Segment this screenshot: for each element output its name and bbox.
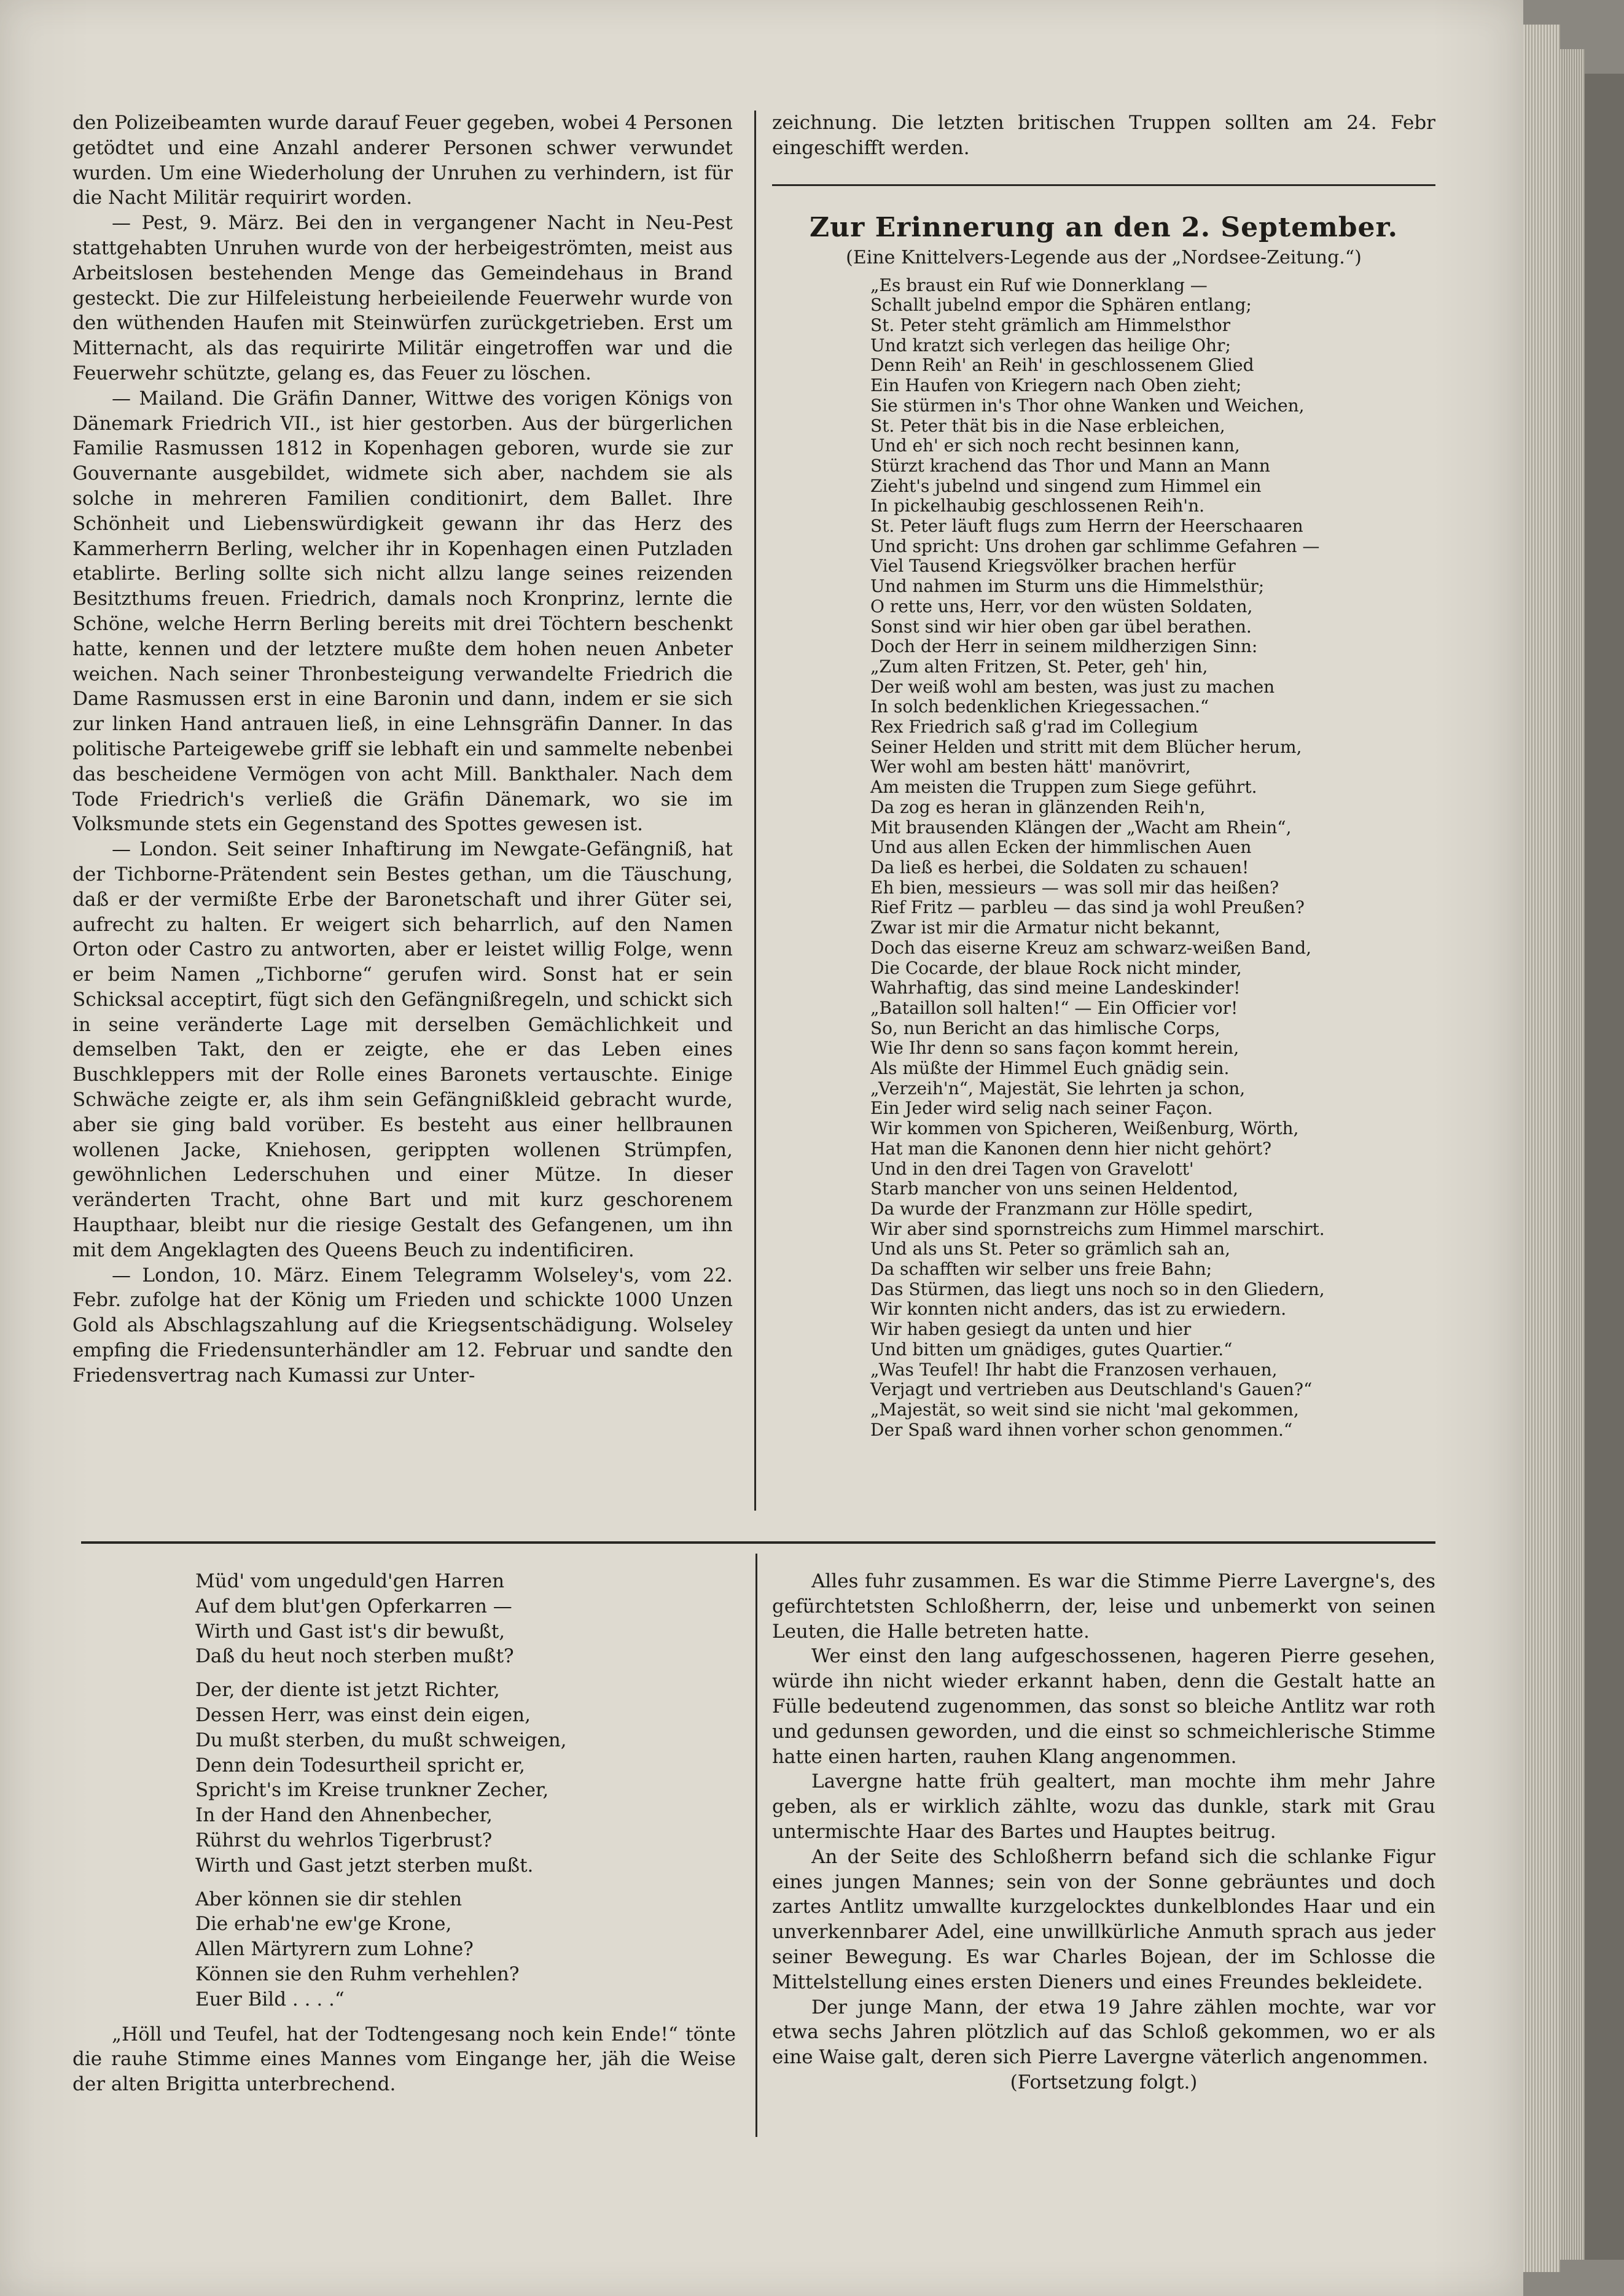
story-paragraph: An der Seite des Schloßherrn befand sich die schlanke Figur eines jungen Mannes; sein von der Sonne gebräuntes und doch zartes Antlitz umwallte kurzgelocktes dunkelblondes Haar und ein unverkennbarer Adel, eine unwillkürliche Anmuth sprach aus jeder seiner Bewegung. Es war Charles Bojean, der im Schlosse die Mittelstellung eines ersten Dieners und eines Freundes bekleidete. (772, 1845, 1435, 1993)
poem-line: Zieht's jubelnd und singend zum Himmel ein (870, 475, 1262, 496)
poem-line: „Majestät, so weit sind sie nicht 'mal gekommen, (870, 1399, 1299, 1420)
song-line: Der, der diente ist jetzt Richter, (195, 1679, 500, 1702)
book-spine (1585, 74, 1624, 2260)
poem-line: So, nun Bericht an das himlische Corps, (870, 1018, 1220, 1038)
poem-line: In solch bedenklichen Kriegessachen.“ (870, 696, 1209, 717)
poem-line: Rief Fritz — parbleu — das sind ja wohl Preußen? (870, 897, 1305, 918)
poem-line: Wir aber sind spornstreichs zum Himmel marschirt. (870, 1218, 1325, 1239)
poem-line: „Verzeih'n“, Majestät, Sie lehrten ja schon, (870, 1078, 1246, 1099)
poem-line: Da wurde der Franzmann zur Hölle spedirt, (870, 1198, 1254, 1219)
right-bottom-column (772, 1569, 1435, 2095)
poem-line: Und als uns St. Peter so grämlich sah an, (870, 1239, 1231, 1259)
column-divider-top (754, 111, 756, 1511)
song-line: Dessen Herr, was einst dein eigen, (195, 1703, 531, 1726)
poem-line: O rette uns, Herr, vor den wüsten Soldaten, (870, 596, 1253, 617)
poem-line: Wir konnten nicht anders, das ist zu erwiedern. (870, 1299, 1287, 1320)
poem-line: Und eh' er sich noch recht besinnen kann, (870, 435, 1240, 456)
stanza-gap (195, 1669, 736, 1678)
stanza-gap (195, 1878, 736, 1887)
poem-line: Rex Friedrich saß g'rad im Collegium (870, 717, 1198, 737)
poem-line: „Bataillon soll halten!“ — Ein Officier vor! (870, 997, 1238, 1018)
poem-line: Seiner Helden und stritt mit dem Blücher herum, (870, 736, 1302, 757)
story-paragraph: Lavergne hatte früh gealtert, man mochte ihm mehr Jahre geben, als er wirklich zählte, wozu das dunkle, stark mit Grau untermischte Haar des Bartes und Hauptes beitrug. (772, 1770, 1435, 1843)
poem-line: Doch das eiserne Kreuz am schwarz-weißen Band, (870, 937, 1312, 958)
song-line: Daß du heut noch sterben mußt? (195, 1645, 514, 1668)
song-line: Euer Bild . . . .“ (195, 1988, 345, 2010)
poem-subtitle: (Eine Knittelvers-Legende aus der „Nordsee-Zeitung.“) (846, 246, 1362, 268)
poem-line: Am meisten die Truppen zum Siege geführt. (870, 777, 1257, 798)
story-paragraph: Der junge Mann, der etwa 19 Jahre zählen mochte, war vor etwa sechs Jahren plötzlich auf das Schloß gekommen, wo er als eine Waise galt, deren sich Pierre Lavergne väterlich angenommen. (772, 1996, 1435, 2069)
poem-line: Als müßte der Himmel Euch gnädig sein. (870, 1058, 1230, 1079)
poem-line: Ein Haufen von Kriegern nach Oben zieht; (870, 375, 1242, 396)
poem-line: Verjagt und vertrieben aus Deutschland's Gauen?“ (870, 1379, 1313, 1400)
poem-line: Doch der Herr in seinem mildherzigen Sinn: (870, 636, 1258, 657)
poem-line: Sonst sind wir hier oben gar übel berathen. (870, 616, 1252, 637)
poem-line: Da schafften wir selber uns freie Bahn; (870, 1259, 1212, 1280)
song-line: Allen Märtyrern zum Lohne? (195, 1938, 474, 1961)
poem-line: Starb mancher von uns seinen Heldentod, (870, 1178, 1238, 1199)
story-paragraph: Alles fuhr zusammen. Es war die Stimme Pierre Lavergne's, des gefürchtetsten Schloßherrn, der, leise und unbemerkt von seinen Leuten, die Halle betreten hatte. (772, 1570, 1435, 1643)
news-paragraph: — Pest, 9. März. Bei den in vergangener Nacht in Neu-Pest stattgehabten Unruhen wurde von der herbeigeströmten, meist aus Arbeitslosen bestehenden Menge das Gemeindehaus in Brand gesteckt. Die zur Hilfeleistung herbeieilende Feuerwehr wurde von den wüthenden Haufen mit Steinwürfen zurückgetrieben. Erst um Mitternacht, als das requirirte Militär eingetroffen war und die Feuerwehr schützte, gelang es, das Feuer zu löschen. (72, 212, 733, 384)
poem-line: Hat man die Kanonen denn hier nicht gehört? (870, 1138, 1272, 1159)
left-top-column (72, 111, 733, 1388)
poem-line: In pickelhaubig geschlossenen Reih'n. (870, 496, 1205, 516)
poem-line: „Zum alten Fritzen, St. Peter, geh' hin, (870, 656, 1208, 677)
poem-line: Der weiß wohl am besten, was just zu machen (870, 676, 1275, 697)
song-line: Die erhab'ne ew'ge Krone, (195, 1913, 452, 1936)
story-paragraph: Wer einst den lang aufgeschossenen, hageren Pierre gesehen, würde ihn nicht wieder erkannt haben, denn die Gestalt hatte an Fülle bedeutend zugenommen, das sonst so bleiche Antlitz war roth und gedunsen geworden, und die einst so schmeichlerische Stimme hatte einen harten, rauhen Klang angenommen. (772, 1645, 1435, 1768)
section-rule (772, 184, 1435, 186)
poem-title: Zur Erinnerung an den 2. September. (809, 211, 1399, 243)
song-line: Du mußt sterben, du mußt schweigen, (195, 1729, 567, 1751)
continued-note: (Fortsetzung folgt.) (1010, 2071, 1198, 2093)
song-line: Müd' vom ungeduld'gen Harren (195, 1570, 505, 1592)
song-line: Können sie den Ruhm verhehlen? (195, 1963, 520, 1985)
poem-line: Und in den drei Tagen von Gravelott' (870, 1158, 1194, 1179)
left-bottom-column (72, 1569, 736, 2097)
poem-line: Zwar ist mir die Armatur nicht bekannt, (870, 917, 1220, 938)
poem-line: Sie stürmen in's Thor ohne Wanken und Weichen, (870, 395, 1305, 416)
page-edge (1560, 49, 1585, 2260)
poem-line: Und nahmen im Sturm uns die Himmelsthür; (870, 576, 1265, 597)
poem-line: Schallt jubelnd empor die Sphären entlang; (870, 295, 1252, 316)
poem-line: Wie Ihr denn so sans façon kommt herein, (870, 1038, 1239, 1059)
poem-line: „Was Teufel! Ihr habt die Franzosen verhauen, (870, 1359, 1278, 1380)
page-divider-rule (81, 1541, 1435, 1544)
poem-line: Und kratzt sich verlegen das heilige Ohr; (870, 335, 1231, 356)
poem-line: Viel Tausend Kriegsvölker brachen herfür (870, 556, 1236, 577)
news-paragraph: den Polizeibeamten wurde darauf Feuer gegeben, wobei 4 Personen getödtet und eine Anzahl anderer Personen schwer verwundet wurden. Um eine Wiederholung der Unruhen zu verhindern, ist für die Nacht Militär requirirt worden. (72, 112, 733, 209)
poem-line: Da zog es heran in glänzenden Reih'n, (870, 796, 1206, 817)
song-line: Auf dem blut'gen Opferkarren — (195, 1595, 512, 1617)
poem-line: Und bitten um gnädiges, gutes Quartier.“ (870, 1339, 1233, 1360)
poem-line: St. Peter steht grämlich am Himmelsthor (870, 315, 1230, 335)
poem-line: Eh bien, messieurs — was soll mir das heißen? (870, 877, 1279, 898)
poem-line: Wir kommen von Spicheren, Weißenburg, Wörth, (870, 1118, 1299, 1139)
song-line: Denn dein Todesurtheil spricht er, (195, 1754, 525, 1776)
page-edge (1523, 25, 1560, 2272)
poem-line: Stürzt krachend das Thor und Mann an Mann (870, 455, 1270, 476)
poem-line: Da ließ es herbei, die Soldaten zu schauen! (870, 857, 1249, 878)
poem-line: Die Cocarde, der blaue Rock nicht minder, (870, 957, 1242, 978)
song-line: Wirth und Gast jetzt sterben mußt. (195, 1854, 534, 1877)
poem-line: St. Peter thät bis in die Nase erbleichen, (870, 415, 1225, 436)
story-paragraph: „Höll und Teufel, hat der Todtengesang noch kein Ende!“ tönte die rauhe Stimme eines Mannes vom Eingange her, jäh die Weise der alten Brigitta unterbrechend. (72, 2023, 736, 2096)
poem-line: Wir haben gesiegt da unten und hier (870, 1319, 1192, 1340)
poem-verses (772, 276, 1435, 1441)
poem-line: Denn Reih' an Reih' in geschlossenem Glied (870, 355, 1254, 376)
song-line: Rührst du wehrlos Tigerbrust? (195, 1829, 493, 1851)
right-top-column (772, 111, 1435, 1440)
news-continuation: zeichnung. Die letzten britischen Truppen sollten am 24. Febr eingeschifft werden. (772, 112, 1435, 159)
song-line: Aber können sie dir stehlen (195, 1888, 463, 1910)
poem-line: Wer wohl am besten hätt' manövrirt, (870, 757, 1191, 777)
song-line: In der Hand den Ahnenbecher, (195, 1804, 493, 1827)
song-verses (72, 1569, 736, 2012)
song-line: Spricht's im Kreise trunkner Zecher, (195, 1779, 549, 1802)
poem-line: Mit brausenden Klängen der „Wacht am Rhein“, (870, 817, 1292, 838)
poem-line: Das Stürmen, das liegt uns noch so in den Gliedern, (870, 1278, 1325, 1299)
poem-line: „Es braust ein Ruf wie Donnerklang — (870, 274, 1208, 295)
poem-line: St. Peter läuft flugs zum Herrn der Heerschaaren (870, 516, 1303, 537)
news-paragraph: — Mailand. Die Gräfin Danner, Wittwe des vorigen Königs von Dänemark Friedrich VII., ist hier gestorben. Aus der bürgerlichen Familie Rasmussen 1812 in Kopenhagen geboren, wurde sie zur Gouvernante ausgebildet, widmete sich aber, nachdem sie als solche in mehreren Familien conditionirt, dem Ballet. Ihre Schönheit und Liebenswürdigkeit gewann ihr das Herz des Kammerherrn Berling, welcher ihr in Kopenhagen einen Putzladen etablirte. Berling sollte sich nicht allzu lange seines reizenden Besitzthums freuen. Friedrich, damals noch Kronprinz, lernte die Schöne, welche Herrn Berling bereits mit drei Töchtern beschenkt hatte, kennen und der letztere mußte dem hohen neuen Anbeter weichen. Nach seiner Thronbesteigung verwandelte Friedrich die Dame Rasmussen erst in eine Baronin und dann, indem er sie sich zur linken Hand antrauen ließ, in eine Lehnsgräfin Danner. In das politische Parteigewebe griff sie lebhaft ein und sammelte nebenbei das bescheidene Vermögen von acht Mill. Bankthaler. Nach dem Tode Friedrich's verließ die Gräfin Dänemark, wo sie im Volksmunde stets ein Gegenstand des Spottes gewesen ist. (72, 387, 733, 836)
news-paragraph: — London, 10. März. Einem Telegramm Wolseley's, vom 22. Febr. zufolge hat der König um Frieden und schickte 1000 Unzen Gold als Abschlagszahlung auf die Kriegsentschädigung. Wolseley empfing die Friedensunterhändler am 12. Februar und sandte den Friedensvertrag nach Kumassi zur Unter- (72, 1264, 733, 1387)
poem-line: Der Spaß ward ihnen vorher schon genommen.“ (870, 1419, 1293, 1440)
poem-line: Wahrhaftig, das sind meine Landeskinder! (870, 978, 1241, 998)
news-paragraph: — London. Seit seiner Inhaftirung im Newgate-Gefängniß, hat der Tichborne-Prätendent sein Bestes gethan, um die Täuschung, daß er der vermißte Erbe der Baronetschaft und ihrer Güter sei, aufrecht zu halten. Er weigert sich beharrlich, auf den Namen Orton oder Castro zu antworten, aber er leistet willig Folge, wenn er beim Namen „Tichborne“ gerufen wird. Sonst hat er sein Schicksal acceptirt, fügt sich den Gefängnißregeln, und schickt sich in seine veränderte Lage mit derselben Gemächlichkeit und demselben Takt, den er zeigte, ehe er das Leben eines Buschkleppers mit der Rolle eines Baronets vertauschte. Einige Schwäche zeigte er, als ihm sein Gefängnißkleid gebracht wurde, aber sie ging bald vorüber. Es besteht aus einer hellbraunen wollenen Jacke, Kniehosen, gerippten wollenen Strümpfen, gewöhnlichen Lederschuhen und einer Mütze. In dieser veränderten Tracht, ohne Bart und mit kurz geschorenem Haupthaar, bleibt nur die riesige Gestalt des Gefangenen, um ihn mit dem Angeklagten des Queens Beuch zu indentificiren. (72, 838, 733, 1261)
poem-line: Ein Jeder wird selig nach seiner Façon. (870, 1098, 1213, 1119)
column-divider-bottom (755, 1554, 757, 2137)
poem-line: Und spricht: Uns drohen gar schlimme Gefahren — (870, 535, 1320, 556)
poem-line: Und aus allen Ecken der himmlischen Auen (870, 837, 1252, 858)
song-line: Wirth und Gast ist's dir bewußt, (195, 1620, 506, 1643)
